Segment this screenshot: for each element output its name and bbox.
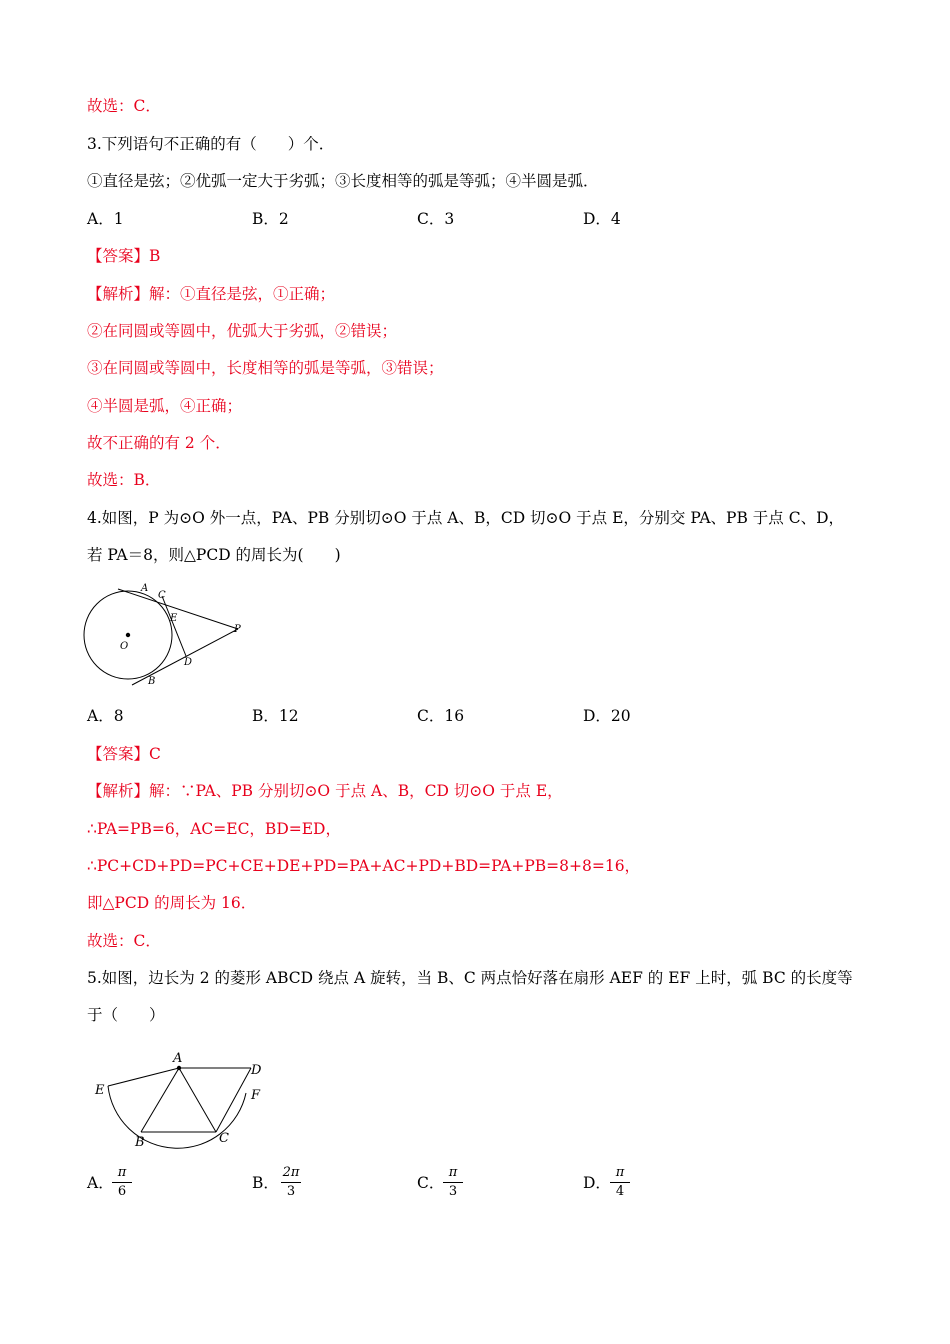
q5-option-a-numerator: π: [117, 1165, 127, 1180]
q5-option-b-denominator: 3: [286, 1184, 296, 1199]
q4-analysis-4: 即△PCD 的周长为 16．: [87, 894, 257, 912]
q5-option-d-label: D．: [583, 1174, 611, 1192]
label-a: A: [173, 1051, 183, 1066]
q4-option-a: A．8: [87, 707, 124, 725]
q3-option-c: C．3: [417, 210, 455, 228]
label-f: F: [251, 1088, 261, 1103]
q5-option-b-label: B．: [252, 1174, 279, 1192]
q5-option-d-numerator: π: [615, 1165, 625, 1180]
q3-analysis-2: ②在同圆或等圆中，优弧大于劣弧，②错误；: [87, 322, 398, 340]
label-a: A: [141, 583, 149, 594]
label-d: D: [251, 1063, 262, 1078]
q3-analysis-3: ③在同圆或等圆中，长度相等的弧是等弧，③错误；: [87, 359, 444, 377]
q5-option-d-fraction: [608, 1165, 632, 1200]
q3-stem: 3.下列语句不正确的有（ ）个．: [87, 135, 335, 153]
q5-option-c-fraction: [441, 1165, 465, 1200]
label-b: B: [148, 676, 156, 687]
q4-analysis-3: ∴PC+CD+PD=PC+CE+DE+PD=PA+AC+PD+BD=PA+PB=8+8=16，: [87, 857, 641, 875]
q4-figure: [80, 580, 255, 692]
q5-option-a-label: A．: [87, 1174, 114, 1192]
segment-ac: [179, 1068, 216, 1132]
q5-option-c-denominator: 3: [448, 1184, 458, 1199]
q5-option-c-label: C．: [417, 1174, 445, 1192]
q4-option-b: B．12: [252, 707, 299, 725]
q2-conclusion: 故选：C．: [87, 97, 161, 115]
q3-option-b: B．2: [252, 210, 289, 228]
q5-option-b-fraction: [279, 1165, 303, 1200]
q4-analysis-1: 【解析】解：∵PA、PB 分别切⊙O 于点 A、B，CD 切⊙O 于点 E，: [87, 782, 563, 800]
q5-option-a-fraction: [110, 1165, 134, 1200]
label-p: P: [234, 624, 241, 635]
label-d: D: [184, 657, 193, 668]
q5-stem-2: 于（ ）: [87, 1006, 165, 1024]
label-c: C: [158, 590, 166, 601]
q3-option-d: D．4: [583, 210, 621, 228]
label-b: B: [135, 1135, 145, 1150]
q5-option-a-denominator: 6: [117, 1184, 127, 1199]
segment-ab: [141, 1068, 179, 1132]
center-o-dot: [126, 633, 130, 637]
point-a: [177, 1066, 181, 1070]
q3-statements: ①直径是弦；②优弧一定大于劣弧；③长度相等的弧是等弧；④半圆是弧．: [87, 172, 599, 190]
q3-analysis-4: ④半圆是弧，④正确；: [87, 397, 243, 415]
q4-analysis-2: ∴PA=PB=6，AC=EC，BD=ED，: [87, 820, 341, 838]
q3-analysis-1: 【解析】解：①直径是弦，①正确；: [87, 285, 336, 303]
label-e: E: [170, 613, 178, 624]
tangent-cd: [162, 596, 186, 656]
q5-option-b-numerator: 2π: [282, 1165, 300, 1180]
label-e: E: [95, 1083, 105, 1098]
q4-conclusion: 故选：C．: [87, 932, 161, 950]
q3-conclusion: 故选：B．: [87, 471, 161, 489]
q4-answer: 【答案】C: [87, 745, 161, 763]
q4-option-d: D．20: [583, 707, 631, 725]
label-o: O: [120, 641, 129, 652]
q4-stem-2: 若 PA＝8，则△PCD 的周长为( ): [87, 546, 341, 564]
q4-option-c: C．16: [417, 707, 465, 725]
q3-answer: 【答案】B: [87, 247, 161, 265]
tangent-pa: [118, 589, 238, 629]
q5-stem-1: 5.如图，边长为 2 的菱形 ABCD 绕点 A 旋转，当 B、C 两点恰好落在扇形 AEF 的 EF 上时，弧 BC 的长度等: [87, 969, 853, 987]
q5-figure: [88, 1045, 278, 1155]
q5-option-c-numerator: π: [448, 1165, 458, 1180]
q5-option-d-denominator: 4: [615, 1184, 625, 1199]
segment-cd: [216, 1068, 251, 1132]
segment-ae: [108, 1068, 179, 1086]
q3-analysis-5: 故不正确的有 2 个．: [87, 434, 231, 452]
label-c: C: [219, 1131, 229, 1146]
q4-stem-1: 4.如图，P 为⊙O 外一点，PA、PB 分别切⊙O 于点 A、B，CD 切⊙O 于点 E，分别交 PA、PB 于点 C、D，: [87, 509, 845, 527]
q3-option-a: A．1: [87, 210, 124, 228]
